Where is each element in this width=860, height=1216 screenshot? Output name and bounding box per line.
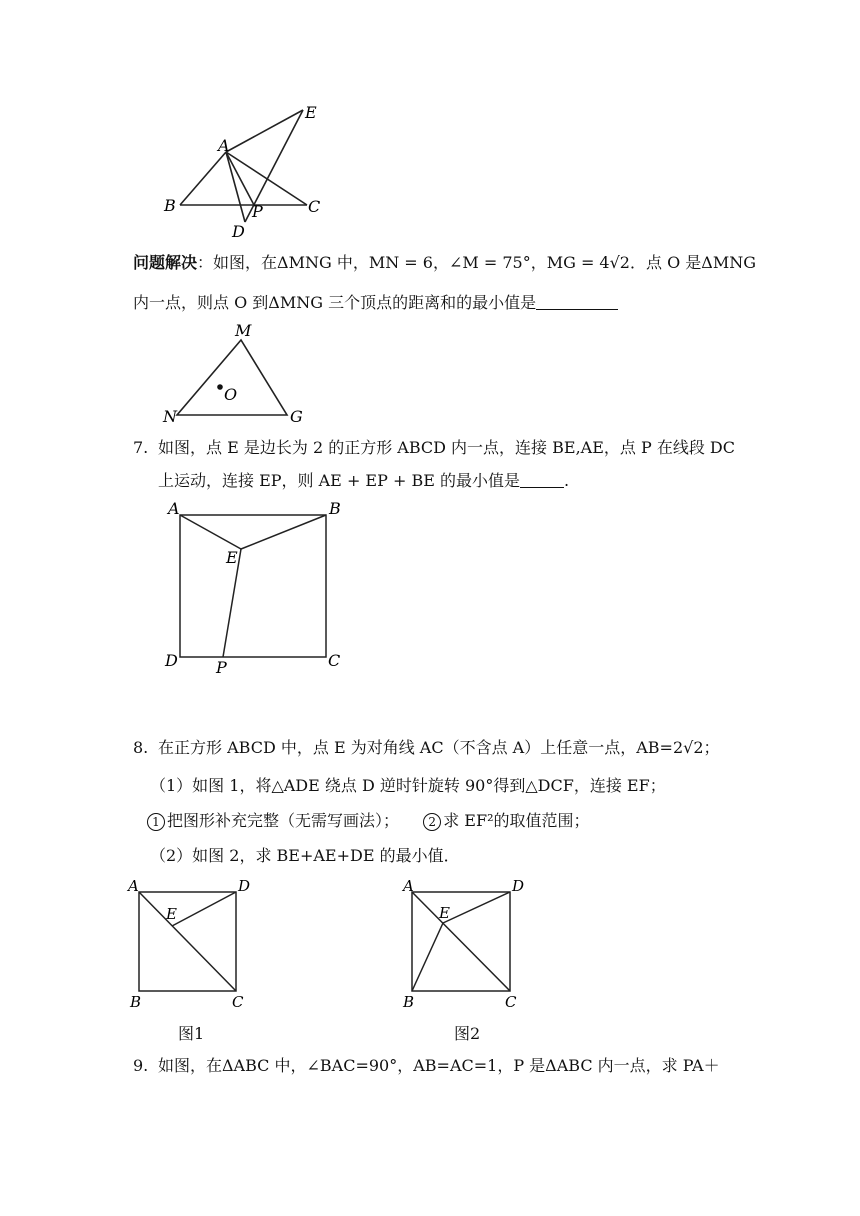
label-b: B bbox=[164, 196, 176, 215]
q8-subparts bbox=[147, 810, 590, 832]
square-abcd bbox=[180, 515, 326, 657]
q7-number: 7. bbox=[133, 438, 149, 457]
segment-ab bbox=[180, 152, 226, 205]
figure-2-caption: 图2 bbox=[454, 1024, 481, 1043]
segment-ap bbox=[226, 152, 254, 205]
diagonal-ac-fig1 bbox=[139, 892, 236, 991]
figure-1-square bbox=[122, 876, 262, 1016]
label-c: C bbox=[308, 197, 321, 216]
label-d-q7: D bbox=[165, 651, 178, 670]
circled-number-1: 1 bbox=[147, 813, 165, 831]
label-a-fig1: A bbox=[128, 877, 139, 895]
label-e-q7: E bbox=[226, 548, 238, 567]
label-p-q7: P bbox=[216, 658, 227, 677]
q7-line2-text: 上运动，连接 EP，则 AE + EP + BE 的最小值是 bbox=[158, 471, 520, 490]
figure-1-caption: 图1 bbox=[178, 1024, 205, 1043]
label-a: A bbox=[218, 136, 230, 155]
label-d: D bbox=[232, 222, 245, 241]
label-e: E bbox=[305, 103, 317, 122]
label-d-fig2: D bbox=[512, 877, 525, 895]
q8-number: 8. bbox=[133, 738, 149, 757]
figure-2-square bbox=[396, 876, 536, 1016]
problem-solving-text: ：如图，在ΔMNG 中，MN = 6，∠M = 75°，MG = 4√2．点 O 是ΔMNG bbox=[197, 253, 756, 272]
segment-ae-q7 bbox=[180, 515, 241, 549]
segment-be-q7 bbox=[241, 515, 326, 549]
q7-answer-blank[interactable] bbox=[520, 471, 564, 488]
q7-line2 bbox=[158, 470, 569, 492]
figure-triangle-abc bbox=[150, 95, 350, 245]
circled-number-2: 2 bbox=[423, 813, 441, 831]
label-b-fig2: B bbox=[403, 993, 415, 1011]
segment-de-fig2 bbox=[443, 892, 510, 923]
point-o bbox=[217, 384, 223, 390]
problem-solving-line1 bbox=[133, 252, 756, 274]
q8-part1: （1）如图 1，将△ADE 绕点 D 逆时针旋转 90°得到△DCF，连接 EF； bbox=[150, 776, 666, 795]
label-e-fig2: E bbox=[439, 904, 450, 922]
label-p: P bbox=[252, 202, 263, 221]
problem-solving-heading: 问题解决 bbox=[133, 253, 198, 272]
q9-number: 9. bbox=[133, 1056, 149, 1075]
label-b-fig1: B bbox=[130, 993, 142, 1011]
q8-line1: 在正方形 ABCD 中，点 E 为对角线 AC（不含点 A）上任意一点，AB=2√2； bbox=[158, 738, 720, 757]
diagonal-ac-fig2 bbox=[412, 892, 510, 991]
segment-de-fig1 bbox=[172, 892, 236, 926]
problem-solving-line2 bbox=[133, 292, 618, 314]
segment-be-fig2 bbox=[412, 923, 443, 991]
label-a-fig2: A bbox=[403, 877, 414, 895]
label-o: O bbox=[224, 385, 238, 404]
q7-line1: 如图，点 E 是边长为 2 的正方形 ABCD 内一点，连接 BE,AE，点 P 在线段 DC bbox=[158, 438, 735, 457]
figure-square-abcd-q7 bbox=[160, 498, 360, 678]
label-c-fig1: C bbox=[232, 993, 244, 1011]
label-g: G bbox=[290, 407, 303, 426]
q8-part2: （2）如图 2，求 BE+AE+DE 的最小值． bbox=[150, 846, 460, 865]
label-c-q7: C bbox=[328, 651, 341, 670]
label-c-fig2: C bbox=[505, 993, 517, 1011]
figure-triangle-mng bbox=[155, 318, 315, 428]
q8-sub1: 把图形补充完整（无需写画法）； bbox=[167, 811, 400, 830]
q8-sub2: 求 EF²的取值范围； bbox=[443, 811, 590, 830]
label-m: M bbox=[235, 321, 252, 340]
label-b-q7: B bbox=[329, 499, 341, 518]
q9-line1: 如图，在ΔABC 中，∠BAC=90°，AB=AC=1，P 是ΔABC 内一点，求 PA＋ bbox=[158, 1056, 720, 1075]
label-a-q7: A bbox=[168, 499, 180, 518]
q7-line2-end: . bbox=[563, 471, 570, 490]
label-d-fig1: D bbox=[238, 877, 251, 895]
label-e-fig1: E bbox=[166, 905, 177, 923]
problem-solving-text2: 内一点，则点 O 到ΔMNG 三个顶点的距离和的最小值是 bbox=[133, 293, 537, 312]
label-n: N bbox=[163, 407, 177, 426]
answer-blank[interactable] bbox=[536, 293, 618, 310]
